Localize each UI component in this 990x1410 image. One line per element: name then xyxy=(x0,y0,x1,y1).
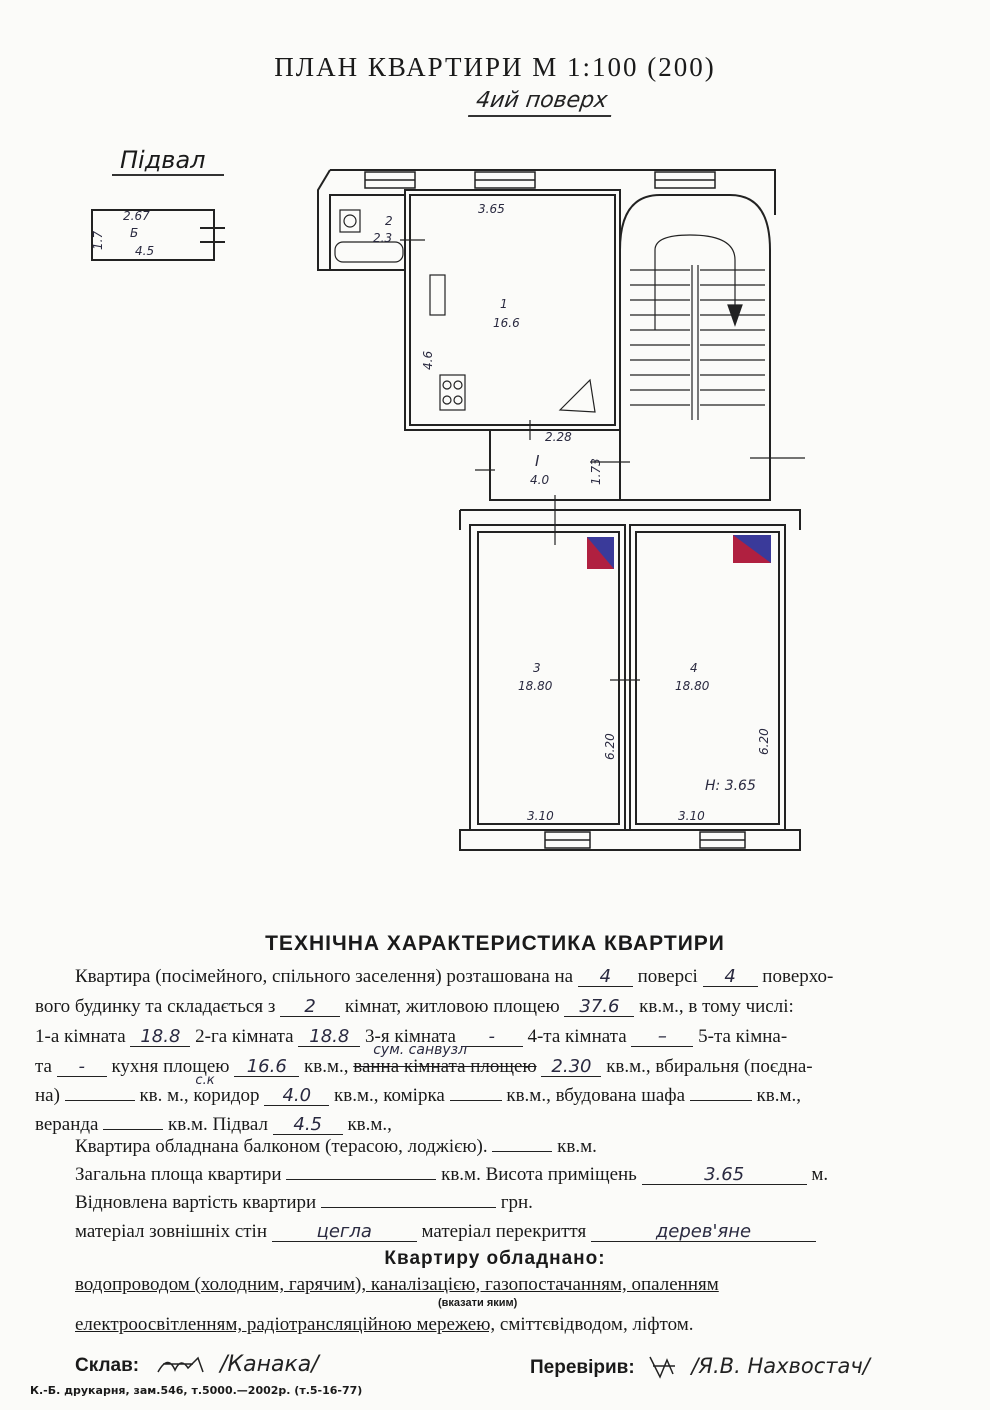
tech-line-7: Квартира обладнана балконом (терасою, лоджією). кв.м. xyxy=(75,1136,597,1157)
tech-line-5: на) кв. м., коридор с.к 4.0 кв.м., комірка кв.м., вбудована шафа кв.м., xyxy=(35,1073,802,1106)
stove-icon xyxy=(587,537,614,569)
tech-line-10: матеріал зовнішніх стін цегла матеріал перекриття дерев'яне xyxy=(75,1221,816,1243)
room3-field: - xyxy=(461,1028,523,1047)
room-1-outline xyxy=(405,190,620,430)
ceiling-field: дерев'яне xyxy=(591,1223,816,1242)
bath-field: 2.30 xyxy=(541,1058,601,1077)
tech-line-2: вого будинку та складається з 2 кімнат, житловою площею 37.6 кв.м., в тому числі: xyxy=(35,996,794,1017)
bathtub-icon xyxy=(335,242,403,262)
total-area-field xyxy=(286,1179,436,1180)
walls-field: цегла xyxy=(272,1223,417,1242)
room5-field: - xyxy=(57,1058,107,1077)
equip-title: Квартиру обладнано: xyxy=(384,1248,606,1269)
basement-dim-top: 2.67 xyxy=(123,209,150,223)
corridor-dim-top: 2.28 xyxy=(545,430,572,444)
section-title: ТЕХНІЧНА ХАРАКТЕРИСТИКА КВАРТИРИ xyxy=(265,932,725,955)
room-4-number: 4 xyxy=(690,661,698,675)
room-3-area: 18.80 xyxy=(518,679,553,693)
signature-scribble-icon xyxy=(645,1352,685,1382)
toilet-field xyxy=(65,1100,135,1101)
sink-icon xyxy=(430,275,445,315)
stair-outline xyxy=(620,195,770,500)
page-title: ПЛАН КВАРТИРИ М 1:100 (200) xyxy=(274,52,716,82)
tech-line-4: та - кухня площею 16.6 кв.м., ванна кімната площею сум. санвузл 2.30 кв.м., вбиральня (поєдна- xyxy=(35,1042,813,1077)
rooms-field: 2 xyxy=(280,998,340,1017)
tech-line-6: веранда кв.м. Підвал 4.5 кв.м., xyxy=(35,1114,392,1135)
room-1-number: 1 xyxy=(500,297,508,311)
toilet-icon xyxy=(340,210,360,232)
kitchen-field: 16.6 xyxy=(234,1058,299,1077)
signature-scribble-icon xyxy=(153,1352,213,1378)
equip-line-2: електроосвітленням, радіотрансляційною мережею, сміттєвідводом, ліфтом. xyxy=(75,1314,694,1335)
tech-line-1: Квартира (посімейного, спільного заселення) розташована на 4 поверсі 4 поверхо- xyxy=(75,966,834,987)
corridor-dim-side: 1.73 xyxy=(589,458,603,485)
wardrobe-field xyxy=(690,1100,752,1101)
room-3-dim-bottom: 3.10 xyxy=(527,809,554,823)
veranda-field xyxy=(103,1129,163,1130)
room-1-area: 16.6 xyxy=(493,316,520,330)
corridor-area: 4.0 xyxy=(530,473,550,487)
signature-made: Склав: /Канака/ xyxy=(75,1352,319,1377)
floor-field: 4 xyxy=(578,968,633,987)
corridor-note: с.к xyxy=(195,1073,215,1088)
stove-icon xyxy=(733,535,771,563)
made-name: /Канака/ xyxy=(220,1352,319,1377)
equip-note: (вказати яким) xyxy=(438,1297,518,1309)
value-field xyxy=(321,1207,496,1208)
checked-name: /Я.В. Нахвостач/ xyxy=(691,1354,870,1378)
tech-line-8: Загальна площа квартири кв.м. Висота приміщень 3.65 м. xyxy=(75,1164,829,1185)
room-4-dim-bottom: 3.10 xyxy=(678,809,705,823)
basement-dim-side: 1.7 xyxy=(91,230,105,250)
basement-field: 4.5 xyxy=(273,1116,343,1135)
room1-field: 18.8 xyxy=(130,1028,190,1047)
corridor-number: I xyxy=(535,452,540,470)
room-3-dim-side: 6.20 xyxy=(603,733,617,760)
living-area-field: 37.6 xyxy=(564,998,634,1017)
room-2-number: 2 xyxy=(385,214,393,228)
floors-total-field: 4 xyxy=(703,968,758,987)
equip-line-1: водопроводом (холодним, гарячим), каналізацією, газопостачанням, опаленням xyxy=(75,1274,719,1295)
basement-area: 4.5 xyxy=(135,244,155,258)
room-2-area: 2.3 xyxy=(373,231,393,245)
printer-footer: К.-Б. друкарня, зам.546, т.5000.—2002р. (т.5-16-77) xyxy=(30,1384,363,1397)
height-note: H: 3.65 xyxy=(705,778,756,794)
balcony-field xyxy=(492,1151,552,1152)
bath-note: сум. санвузл xyxy=(373,1042,468,1058)
closet-field xyxy=(450,1100,502,1101)
corridor-field: 4.0 xyxy=(264,1087,329,1106)
room-1-dim-top: 3.65 xyxy=(478,202,505,216)
room-3-outline xyxy=(470,525,625,830)
signature-checked: Перевірив: /Я.В. Нахвостач/ xyxy=(530,1352,870,1382)
bath-struck-label: ванна кімната площею xyxy=(353,1056,537,1077)
room-1-dim-side: 4.6 xyxy=(421,350,435,370)
room-4-area: 18.80 xyxy=(675,679,710,693)
room-4-dim-side: 6.20 xyxy=(757,728,771,755)
room2-field: 18.8 xyxy=(298,1028,360,1047)
room4-field: – xyxy=(631,1028,693,1047)
floor-note: 4ий поверх xyxy=(468,88,615,117)
tech-line-9: Відновлена вартість квартири грн. xyxy=(75,1192,533,1213)
room-3-number: 3 xyxy=(533,661,541,675)
basement-number: Б xyxy=(130,226,139,240)
height-field: 3.65 xyxy=(642,1166,807,1185)
tech-line-3: 1-а кімната 18.8 2-га кімната 18.8 3-я кімната - 4-та кімната – 5-та кімна- xyxy=(35,1026,788,1047)
gas-stove-icon xyxy=(440,375,465,410)
basement-label: Підвал xyxy=(112,146,224,176)
corner-stove-icon xyxy=(560,380,595,412)
